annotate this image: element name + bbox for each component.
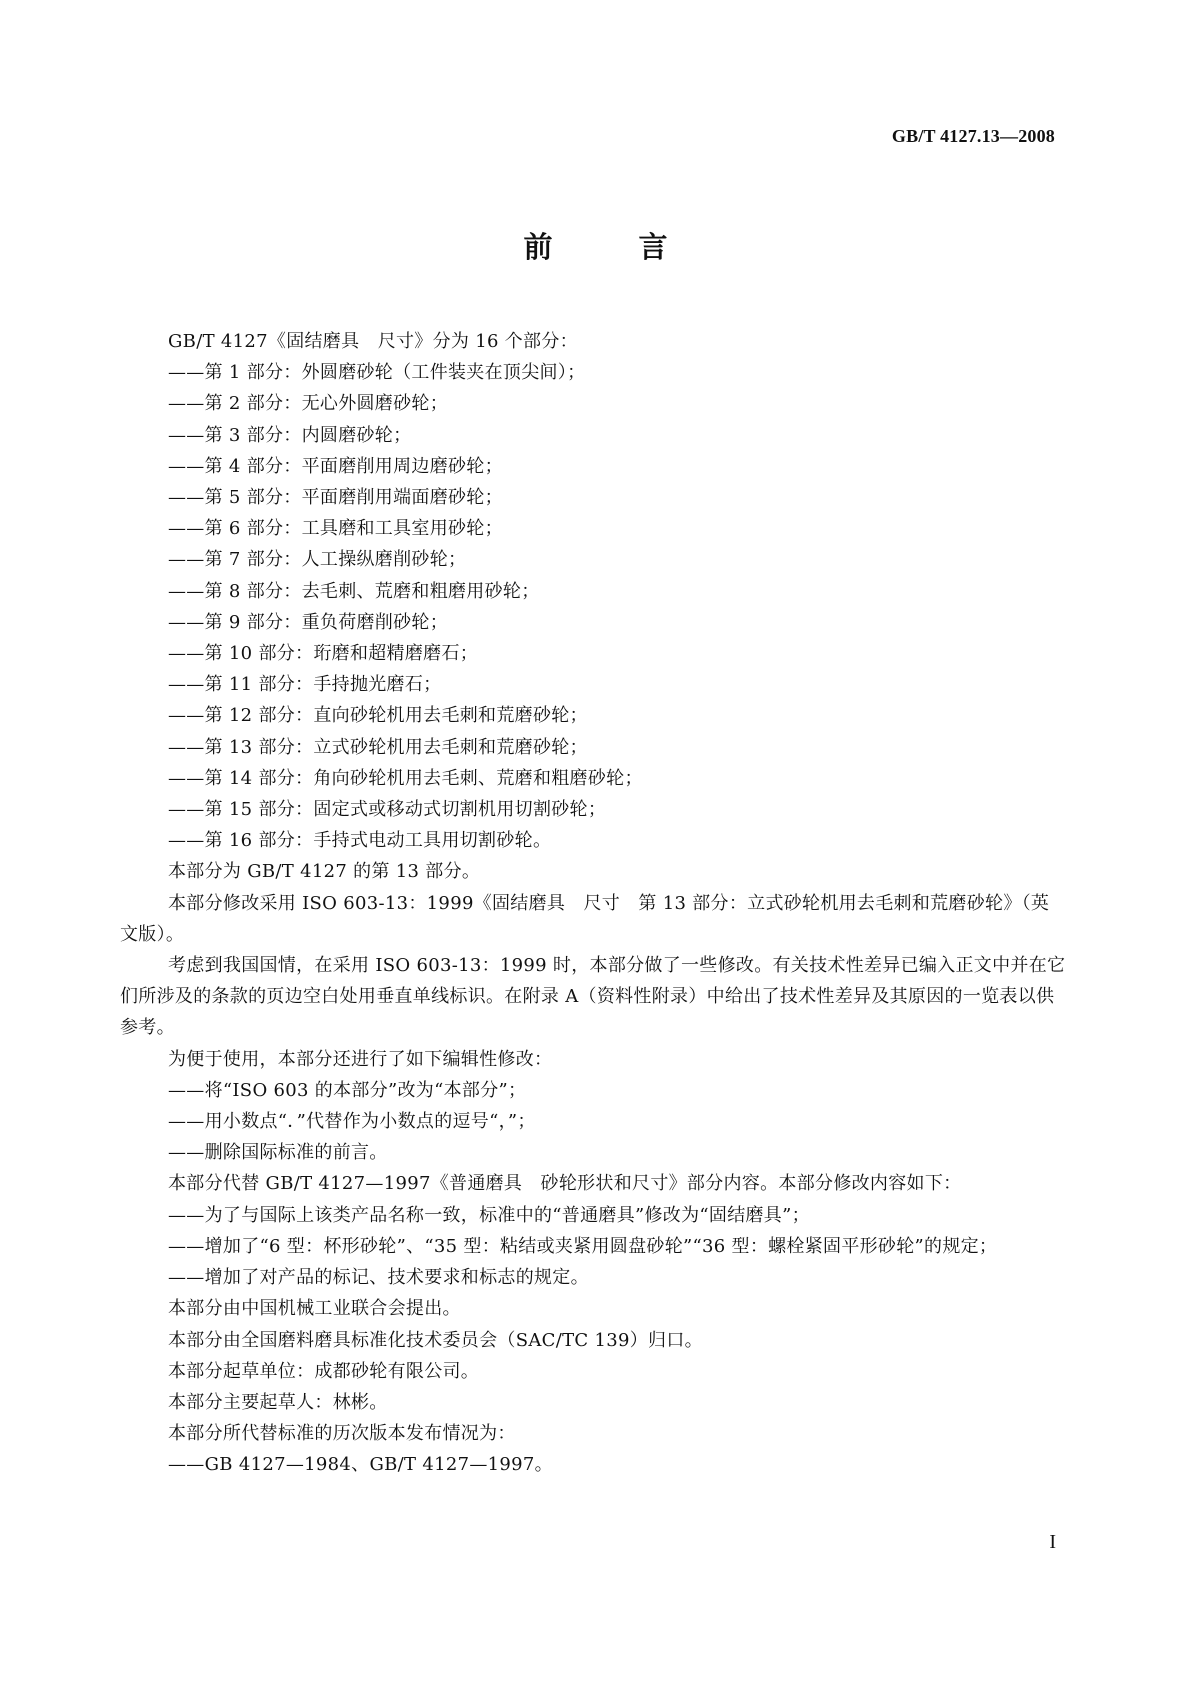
list-item: ——第 5 部分：平面磨削用端面磨砂轮； [168,487,503,509]
preface-body [120,326,1067,1481]
paragraph: 本部分主要起草人：林彬。 [168,1391,388,1413]
list-item: ——第 9 部分：重负荷磨削砂轮； [168,611,448,633]
list-item: ——第 8 部分：去毛刺、荒磨和粗磨用砂轮； [168,580,540,602]
list-item: ——第 3 部分：内圆磨砂轮； [168,424,412,446]
list-item: ——用小数点“．”代替作为小数点的逗号“，”； [168,1111,536,1133]
list-item: ——第 4 部分：平面磨削用周边磨砂轮； [168,455,503,477]
list-item: ——第 7 部分：人工操纵磨削砂轮； [168,549,467,571]
paragraph: GB/T 4127《固结磨具 尺寸》分为 16 个部分： [168,331,578,352]
page-number: I [1049,1531,1056,1553]
list-item: ——删除国际标准的前言。 [168,1142,388,1164]
list-item: ——第 13 部分：立式砂轮机用去毛刺和荒磨砂轮； [168,736,588,758]
paragraph: 为便于使用，本部分还进行了如下编辑性修改： [168,1048,553,1070]
paragraph: 本部分由中国机械工业联合会提出。 [168,1298,461,1320]
list-item: ——第 15 部分：固定式或移动式切割机用切割砂轮； [168,799,607,821]
list-item: ——第 1 部分：外圆磨砂轮（工件装夹在顶尖间）； [168,362,586,384]
list-item: ——第 10 部分：珩磨和超精磨磨石； [168,643,479,665]
list-item: ——第 16 部分：手持式电动工具用切割砂轮。 [168,830,552,852]
paragraph: 考虑到我国国情，在采用 ISO 603-13：1999 时，本部分做了一些修改。有关技术性差异已编入正文中并在它们所涉及的条款的页边空白处用垂直单线标识。在附录 A（资料性附录）中给出了技术性差异及其原因的一览表以供参考。 [120,955,1066,1039]
paragraph: 本部分起草单位：成都砂轮有限公司。 [168,1360,480,1382]
list-item: ——增加了“6 型：杯形砂轮”、“35 型：粘结或夹紧用圆盘砂轮”“36 型：螺栓紧固平形砂轮”的规定； [168,1235,998,1257]
standard-number: GB/T 4127.13—2008 [891,126,1055,146]
list-item: ——第 12 部分：直向砂轮机用去毛刺和荒磨砂轮； [168,705,588,727]
list-item: ——第 2 部分：无心外圆磨砂轮； [168,393,448,415]
list-item: ——第 11 部分：手持抛光磨石； [168,674,442,696]
list-item: ——为了与国际上该类产品名称一致，标准中的“普通磨具”修改为“固结磨具”； [168,1204,810,1226]
list-item: ——GB 4127—1984、GB/T 4127—1997。 [168,1454,553,1476]
paragraph: 本部分由全国磨料磨具标准化技术委员会（SAC/TC 139）归口。 [168,1329,703,1351]
paragraph: 本部分为 GB/T 4127 的第 13 部分。 [168,861,481,883]
list-item: ——第 6 部分：工具磨和工具室用砂轮； [168,518,503,540]
list-item: ——第 14 部分：角向砂轮机用去毛刺、荒磨和粗磨砂轮； [168,767,643,789]
paragraph: 本部分代替 GB/T 4127—1997《普通磨具 砂轮形状和尺寸》部分内容。本部分修改内容如下： [168,1173,962,1195]
paragraph: 本部分所代替标准的历次版本发布情况为： [168,1423,516,1445]
list-item: ——将“ISO 603 的本部分”改为“本部分”； [168,1079,527,1101]
page-title: 前 言 [523,230,706,264]
paragraph: 本部分修改采用 ISO 603-13：1999《固结磨具 尺寸 第 13 部分：立式砂轮机用去毛刺和荒磨砂轮》（英文版）。 [120,892,1050,945]
list-item: ——增加了对产品的标记、技术要求和标志的规定。 [168,1267,589,1289]
